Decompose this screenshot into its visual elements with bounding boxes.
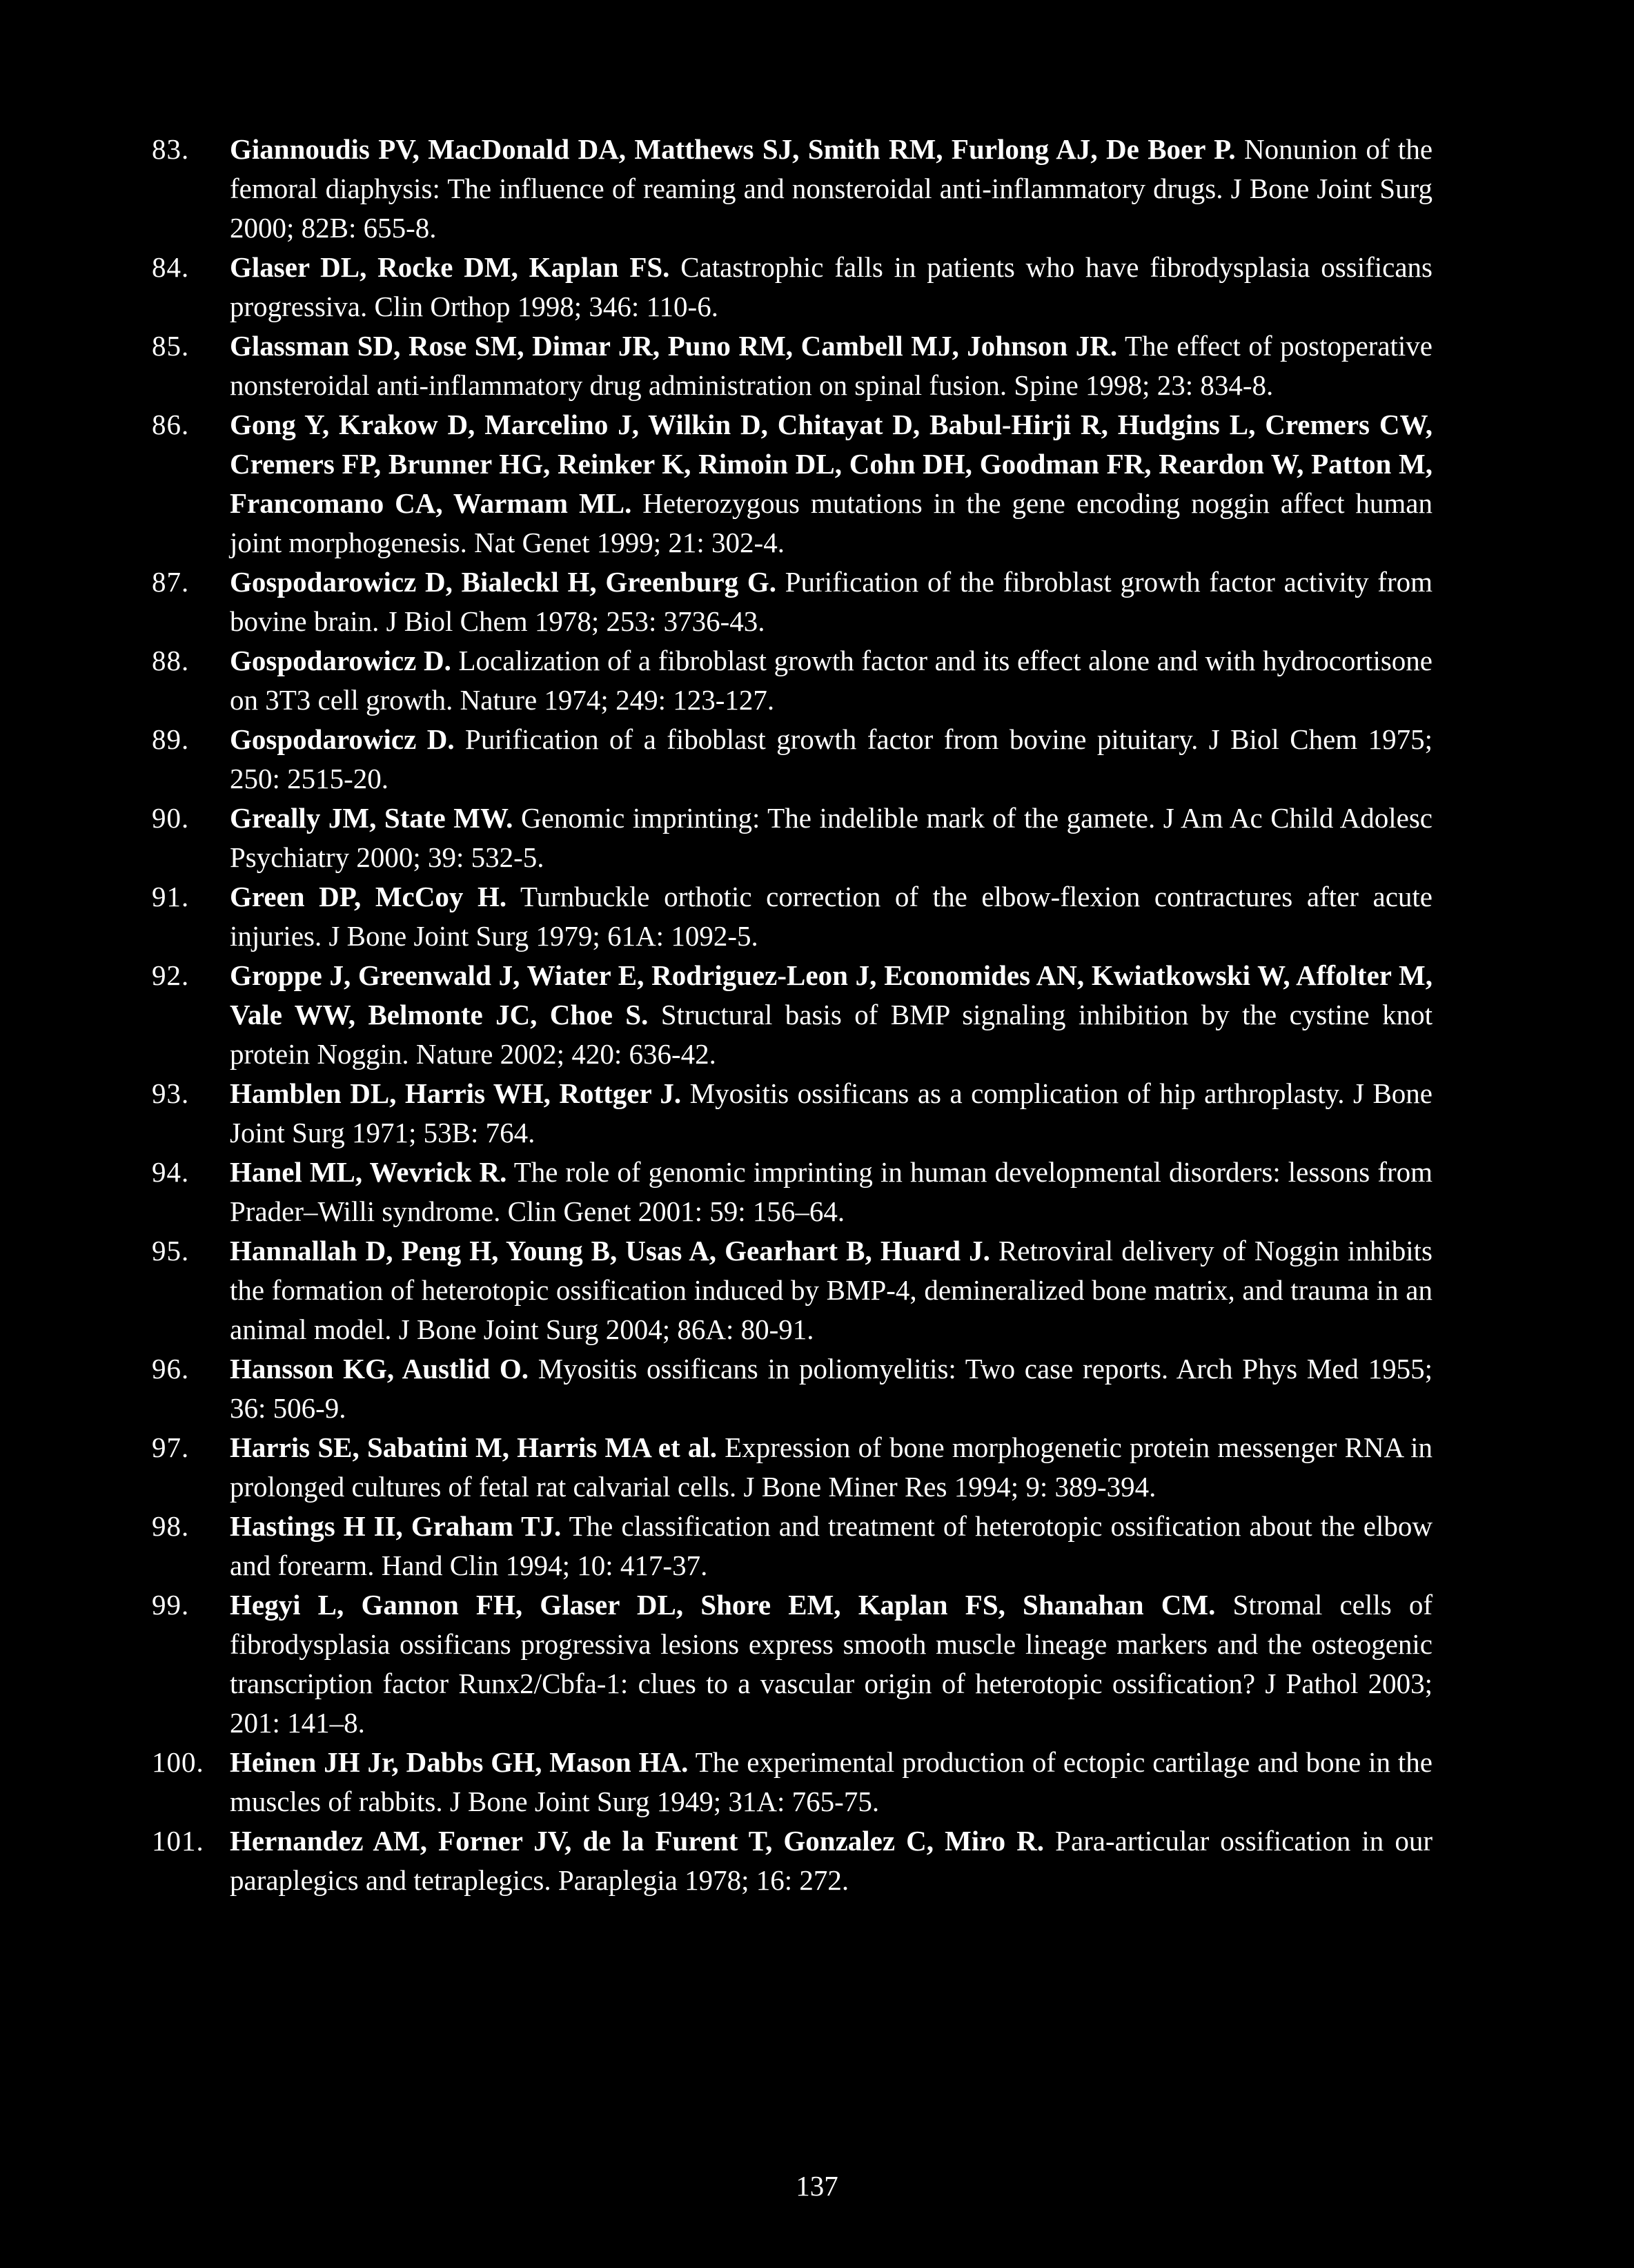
reference-text: Purification of the fibroblast growth factor activity from bovine brain. J Biol Chem 1978; 253: 3736-43.	[230, 566, 1433, 637]
reference-body	[230, 1507, 1433, 1585]
reference-list	[0, 130, 1634, 1900]
reference-number: 99.	[152, 1589, 190, 1621]
reference-item	[0, 720, 1634, 799]
reference-number: 93.	[152, 1077, 190, 1109]
reference-body	[230, 248, 1433, 326]
reference-body	[230, 720, 1433, 799]
reference-number: 86.	[152, 409, 190, 440]
reference-authors: Hanel ML, Wevrick R.	[230, 1156, 507, 1188]
reference-number: 98.	[152, 1510, 190, 1542]
reference-authors: Hegyi L, Gannon FH, Glaser DL, Shore EM, Kaplan FS, Shanahan CM.	[230, 1589, 1216, 1621]
reference-text: Catastrophic falls in patients who have fibrodysplasia ossificans progressiva. Clin Orthop 1998; 346: 110-6.	[230, 251, 1433, 322]
reference-number: 95.	[152, 1235, 190, 1267]
reference-body	[230, 1743, 1433, 1821]
reference-text: The experimental production of ectopic cartilage and bone in the muscles of rabbits. J Bone Joint Surg 1949; 31A: 765-75.	[230, 1746, 1433, 1817]
reference-authors: Giannoudis PV, MacDonald DA, Matthews SJ, Smith RM, Furlong AJ, De Boer P.	[230, 133, 1236, 165]
reference-authors: Glassman SD, Rose SM, Dimar JR, Puno RM, Cambell MJ, Johnson JR.	[230, 330, 1118, 362]
reference-item	[0, 130, 1634, 248]
reference-text: Nonunion of the femoral diaphysis: The influence of reaming and nonsteroidal anti-inflammatory drugs. J Bone Joint Surg 2000; 82B: 655-8.	[230, 133, 1433, 244]
reference-authors: Hansson KG, Austlid O.	[230, 1353, 529, 1385]
reference-authors: Heinen JH Jr, Dabbs GH, Mason HA.	[230, 1746, 689, 1778]
reference-authors: Hastings H II, Graham TJ.	[230, 1510, 562, 1542]
reference-number: 87.	[152, 566, 190, 598]
reference-number: 94.	[152, 1156, 190, 1188]
reference-body	[230, 799, 1433, 877]
reference-authors: Gospodarowicz D.	[230, 645, 451, 676]
reference-number: 89.	[152, 723, 190, 755]
reference-body	[230, 956, 1433, 1074]
reference-text: Retroviral delivery of Noggin inhibits the formation of heterotopic ossification induced by BMP-4, demineralized bone matrix, and trauma in an animal model. J Bone Joint Surg 2004; 86A: 80-91.	[230, 1235, 1433, 1345]
reference-item	[0, 877, 1634, 956]
reference-text: The effect of postoperative nonsteroidal anti-inflammatory drug administration on spinal fusion. Spine 1998; 23: 834-8.	[230, 330, 1433, 401]
reference-body	[230, 130, 1433, 248]
reference-number: 96.	[152, 1353, 190, 1385]
reference-text: Localization of a fibroblast growth factor and its effect alone and with hydrocortisone on 3T3 cell growth. Nature 1974; 249: 123-127.	[230, 645, 1433, 716]
reference-authors: Glaser DL, Rocke DM, Kaplan FS.	[230, 251, 670, 283]
reference-body	[230, 1349, 1433, 1428]
reference-body	[230, 405, 1433, 563]
reference-number: 97.	[152, 1431, 190, 1463]
reference-text: Structural basis of BMP signaling inhibition by the cystine knot protein Noggin. Nature 2002; 420: 636-42.	[230, 999, 1433, 1070]
page-number: 137	[796, 2170, 838, 2202]
reference-body	[230, 563, 1433, 641]
reference-text: The classification and treatment of heterotopic ossification about the elbow and forearm. Hand Clin 1994; 10: 417-37.	[230, 1510, 1433, 1581]
reference-text: Para-articular ossification in our paraplegics and tetraplegics. Paraplegia 1978; 16: 272.	[230, 1825, 1433, 1896]
reference-item	[0, 405, 1634, 563]
reference-number: 92.	[152, 959, 190, 991]
reference-number: 101.	[152, 1825, 204, 1857]
reference-item	[0, 1349, 1634, 1428]
reference-authors: Groppe J, Greenwald J, Wiater E, Rodriguez-Leon J, Economides AN, Kwiatkowski W, Affolter M, Vale WW, Belmonte JC, Choe S.	[230, 959, 1433, 1030]
reference-authors: Gong Y, Krakow D, Marcelino J, Wilkin D, Chitayat D, Babul-Hirji R, Hudgins L, Cremers CW, Cremers FP, Brunner HG, Reinker K, Rimoin DL, Cohn DH, Goodman FR, Reardon W, Patton M, Francomano CA, Warmam ML.	[230, 409, 1433, 519]
reference-body	[230, 1074, 1433, 1153]
reference-item	[0, 641, 1634, 720]
reference-text: Myositis ossificans in poliomyelitis: Two case reports. Arch Phys Med 1955; 36: 506-9.	[230, 1353, 1433, 1424]
reference-number: 90.	[152, 802, 190, 834]
reference-body	[230, 1428, 1433, 1507]
reference-item	[0, 326, 1634, 405]
reference-text: Turnbuckle orthotic correction of the elbow-flexion contractures after acute injuries. J Bone Joint Surg 1979; 61A: 1092-5.	[230, 881, 1433, 952]
reference-item	[0, 1074, 1634, 1153]
reference-number: 91.	[152, 881, 190, 912]
reference-number: 85.	[152, 330, 190, 362]
reference-number: 83.	[152, 133, 190, 165]
reference-body	[230, 641, 1433, 720]
reference-item	[0, 248, 1634, 326]
reference-text: Myositis ossificans as a complication of hip arthroplasty. J Bone Joint Surg 1971; 53B: 764.	[230, 1077, 1433, 1148]
reference-text: The role of genomic imprinting in human developmental disorders: lessons from Prader–Willi syndrome. Clin Genet 2001: 59: 156–64.	[230, 1156, 1433, 1227]
reference-body	[230, 1153, 1433, 1231]
reference-body	[230, 877, 1433, 956]
reference-body	[230, 1585, 1433, 1743]
reference-authors: Greally JM, State MW.	[230, 802, 513, 834]
reference-body	[230, 1231, 1433, 1349]
reference-authors: Gospodarowicz D.	[230, 723, 455, 755]
reference-item	[0, 1153, 1634, 1231]
reference-text: Expression of bone morphogenetic protein messenger RNA in prolonged cultures of fetal rat calvarial cells. J Bone Miner Res 1994; 9: 389-394.	[230, 1431, 1433, 1503]
reference-number: 88.	[152, 645, 190, 676]
reference-authors: Hannallah D, Peng H, Young B, Usas A, Gearhart B, Huard J.	[230, 1235, 990, 1267]
reference-number: 100.	[152, 1746, 204, 1778]
reference-item	[0, 563, 1634, 641]
reference-item	[0, 1585, 1634, 1743]
reference-text: Genomic imprinting: The indelible mark of the gamete. J Am Ac Child Adolesc Psychiatry 2000; 39: 532-5.	[230, 802, 1433, 873]
reference-body	[230, 326, 1433, 405]
reference-authors: Hernandez AM, Forner JV, de la Furent T, Gonzalez C, Miro R.	[230, 1825, 1045, 1857]
reference-text: Purification of a fiboblast growth factor from bovine pituitary. J Biol Chem 1975; 250: 2515-20.	[230, 723, 1433, 794]
reference-authors: Hamblen DL, Harris WH, Rottger J.	[230, 1077, 682, 1109]
reference-item	[0, 1743, 1634, 1821]
reference-item	[0, 1507, 1634, 1585]
reference-authors: Gospodarowicz D, Bialeckl H, Greenburg G.	[230, 566, 777, 598]
reference-text: Stromal cells of fibrodysplasia ossificans progressiva lesions express smooth muscle lineage markers and the osteogenic transcription factor Runx2/Cbfa-1: clues to a vascular origin of heterotopic ossification? J Pathol 2003; 201: 141–8.	[230, 1589, 1433, 1739]
reference-number: 84.	[152, 251, 190, 283]
reference-item	[0, 1428, 1634, 1507]
reference-text: Heterozygous mutations in the gene encoding noggin affect human joint morphogenesis. Nat Genet 1999; 21: 302-4.	[230, 487, 1433, 558]
reference-item	[0, 1821, 1634, 1900]
reference-item	[0, 1231, 1634, 1349]
reference-authors: Harris SE, Sabatini M, Harris MA et al.	[230, 1431, 717, 1463]
reference-body	[230, 1821, 1433, 1900]
reference-authors: Green DP, McCoy H.	[230, 881, 507, 912]
reference-item	[0, 799, 1634, 877]
reference-item	[0, 956, 1634, 1074]
